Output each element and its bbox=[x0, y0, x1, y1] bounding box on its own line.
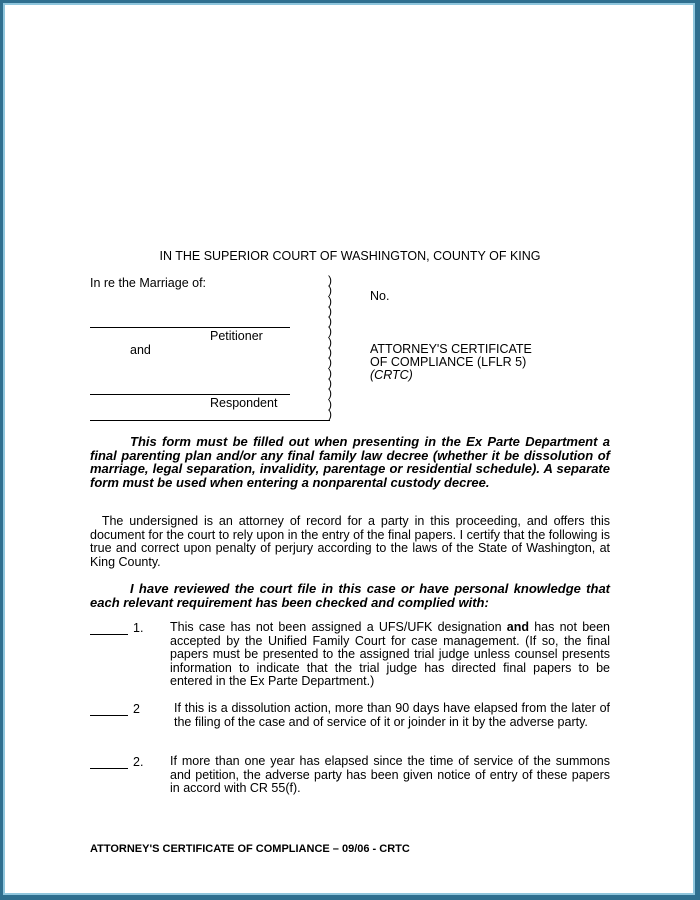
respondent-name-line bbox=[90, 394, 290, 395]
case-number-label: No. bbox=[370, 289, 390, 303]
petitioner-name-line bbox=[90, 327, 290, 328]
form-footer: ATTORNEY'S CERTIFICATE OF COMPLIANCE – 09/06 - CRTC bbox=[90, 843, 410, 855]
document-code: (CRTC) bbox=[370, 368, 413, 382]
item-1-number: 1. bbox=[133, 621, 144, 635]
and-label: and bbox=[130, 343, 151, 357]
item-3-number: 2. bbox=[133, 755, 144, 769]
petitioner-label: Petitioner bbox=[210, 329, 263, 343]
review-heading: I have reviewed the court file in this case or have personal knowledge that each relevant requirement has been checked and complied with: bbox=[90, 581, 610, 610]
item-1-initial-blank[interactable] bbox=[90, 634, 128, 635]
in-re-label: In re the Marriage of: bbox=[90, 276, 207, 290]
court-title: IN THE SUPERIOR COURT OF WASHINGTON, COUNTY OF KING bbox=[159, 249, 541, 263]
item-2-initial-blank[interactable] bbox=[90, 715, 128, 716]
item-2-text: If this is a dissolution action, more than 90 days have elapsed from the later of the filing of the case and of service of it or joinder in it by the adverse party. bbox=[174, 701, 610, 729]
item-3-initial-blank[interactable] bbox=[90, 768, 128, 769]
filing-notice: This form must be filled out when presenting in the Ex Parte Department a final parenting plan and/or any final family law decree (whether it be dissolution of marriage, legal separation, invalidity, parentage or residential schedule). A separate form must be used when entering a nonparental custody decree. bbox=[90, 434, 610, 490]
item-2-number: 2 bbox=[133, 702, 140, 716]
item-1-text: This case has not been assigned a UFS/UFK designation and has not been accepted by the Unified Family Court for case management. (If so, the final papers must be presented to the assigned trial judge unless counsel presents information to indicate that the trial judge has directed final papers to be entered in the Ex Parte Department.) bbox=[170, 620, 611, 688]
caption-bottom-line bbox=[90, 420, 330, 421]
caption-divider: ) ) ) ) ) ) ) ) ) ) ) ) ) ) bbox=[328, 273, 332, 421]
document-title-line1: ATTORNEY'S CERTIFICATE bbox=[370, 342, 532, 356]
document-title-line2: OF COMPLIANCE (LFLR 5) bbox=[370, 355, 527, 369]
attorney-statement: The undersigned is an attorney of record for a party in this proceeding, and offers this document for the court to rely upon in the entry of the final papers. I certify that the following is true and correct upon penalty of perjury according to the laws of the State of Washington, at King County. bbox=[90, 514, 610, 569]
item-3-text: If more than one year has elapsed since the time of service of the summons and petition, the adverse party has been given notice of entry of these papers in accord with CR 55(f). bbox=[170, 754, 610, 795]
respondent-label: Respondent bbox=[210, 396, 278, 410]
